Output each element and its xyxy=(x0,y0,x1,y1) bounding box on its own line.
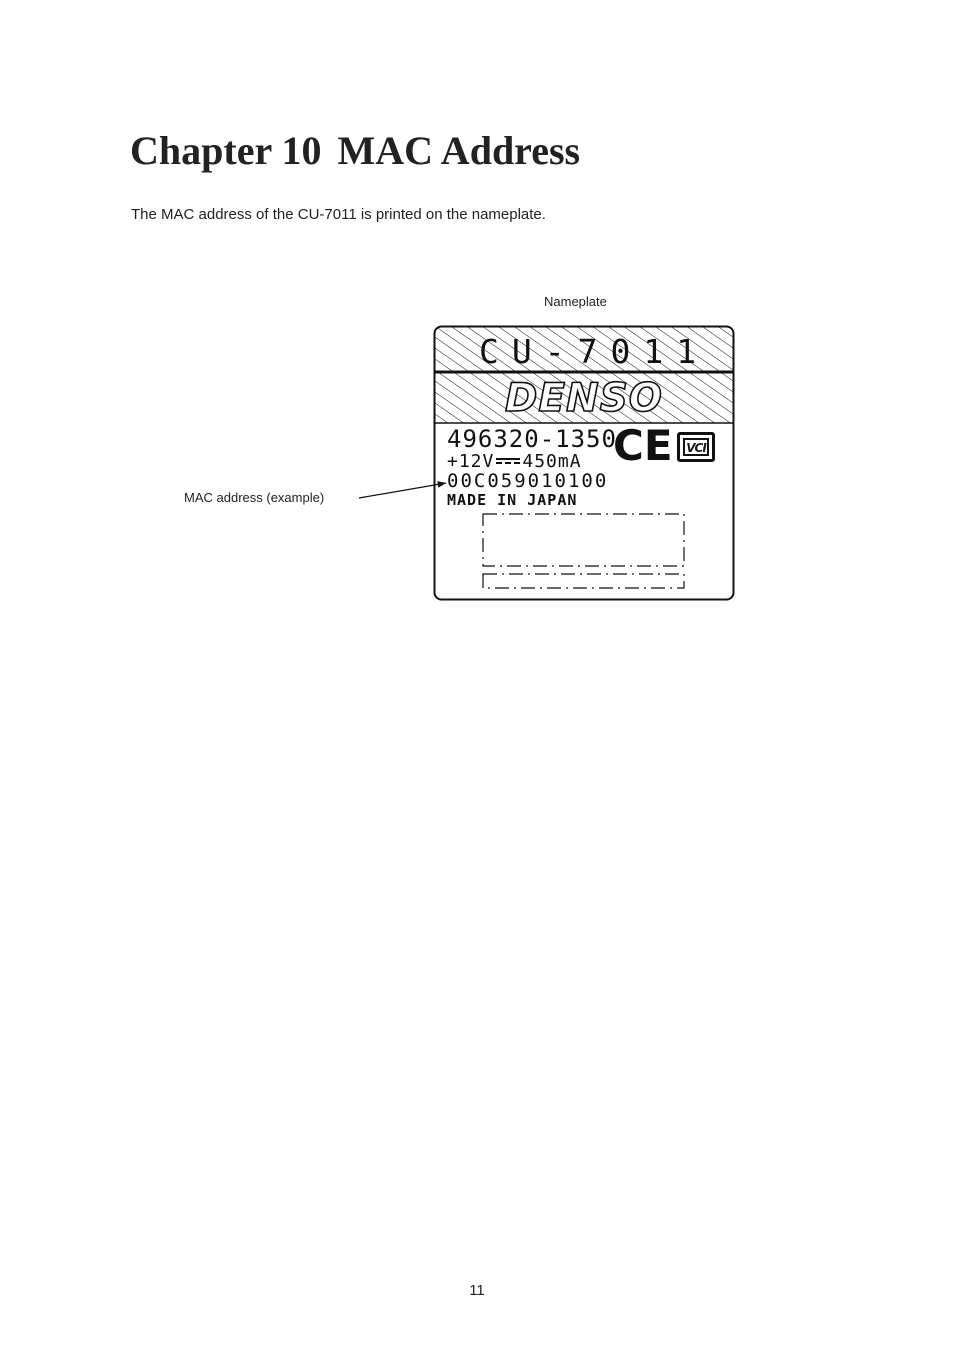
nameplate-model: CU-7011 xyxy=(479,332,710,371)
mac-address-caption: MAC address (example) xyxy=(184,490,325,505)
page-number: 11 xyxy=(469,1282,485,1299)
intro-paragraph: The MAC address of the CU-7011 is printed on the nameplate. xyxy=(131,206,546,223)
nameplate-caption: Nameplate xyxy=(544,294,607,309)
rating-voltage: +12V xyxy=(447,451,495,472)
chapter-title: MAC Address xyxy=(337,128,581,173)
chapter-number: Chapter 10 xyxy=(130,128,322,173)
rating-current: 450mA xyxy=(522,451,582,472)
mac-address-value: 00C059010100 xyxy=(447,470,609,492)
vci-mark-text: VCI xyxy=(683,438,709,456)
vci-mark-icon xyxy=(677,432,715,462)
country-of-origin: MADE IN JAPAN xyxy=(447,491,578,509)
nameplate xyxy=(433,325,735,601)
denso-logo: DENSO xyxy=(505,376,663,421)
dc-symbol-icon xyxy=(496,458,520,465)
part-number: 496320-1350 xyxy=(447,425,617,453)
ce-mark-icon: CE xyxy=(613,421,673,470)
